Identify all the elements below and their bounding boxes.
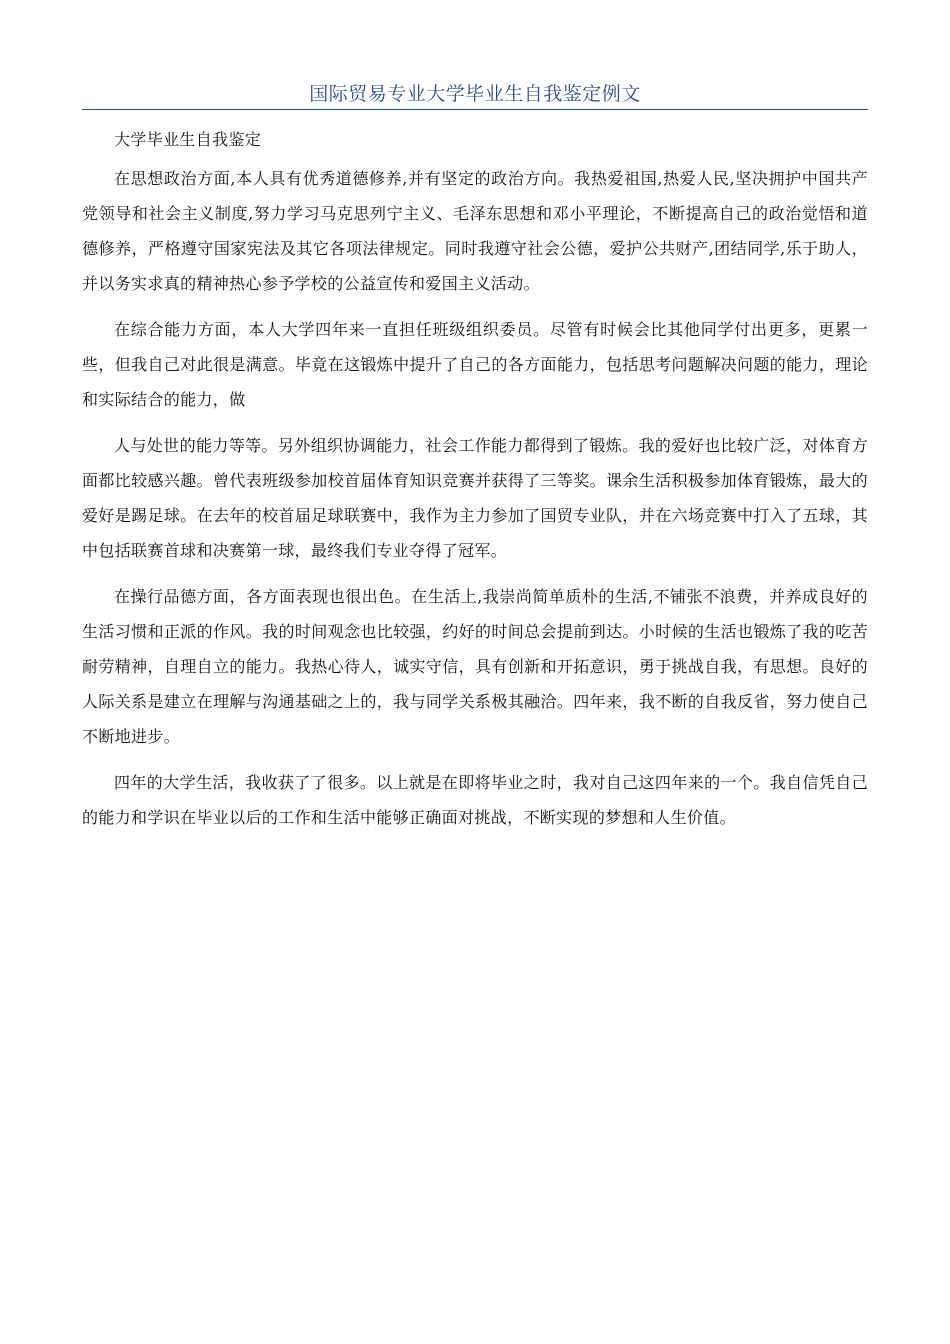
header-divider: [82, 109, 868, 110]
page-header: [82, 80, 868, 110]
header-title: 国际贸易专业大学毕业生自我鉴定例文: [309, 83, 641, 105]
document-body: [82, 122, 868, 835]
paragraph-ability: 在综合能力方面，本人大学四年来一直担任班级组织委员。尽管有时候会比其他同学付出更多，更累一些，但我自己对此很是满意。毕竟在这锻炼中提升了自己的各方面能力，包括思考问题解决问题的能力，理论和实际结合的能力，做: [82, 320, 868, 409]
paragraph-conclusion: 四年的大学生活，我收获了了很多。以上就是在即将毕业之时，我对自己这四年来的一个。我自信凭自己的能力和学识在毕业以后的工作和生活中能够正确面对挑战，不断实现的梦想和人生价值。: [82, 773, 868, 827]
document-subtitle: 大学毕业生自我鉴定: [114, 130, 262, 149]
paragraph-political: 在思想政治方面,本人具有优秀道德修养,并有坚定的政治方向。我热爱祖国,热爱人民,坚决拥护中国共产党领导和社会主义制度,努力学习马克思列宁主义、毛泽东思想和邓小平理论，不断提高自己的政治觉悟和道德修养，严格遵守国家宪法及其它各项法律规定。同时我遵守社会公德，爱护公共财产,团结同学,乐于助人，并以务实求真的精神热心参予学校的公益宣传和爱国主义活动。: [82, 169, 868, 293]
paragraph-hobbies: 人与处世的能力等等。另外组织协调能力，社会工作能力都得到了锻炼。我的爱好也比较广泛，对体育方面都比较感兴趣。曾代表班级参加校首届体育知识竞赛并获得了三等奖。课余生活积极参加体育锻炼，最大的爱好是踢足球。在去年的校首届足球联赛中，我作为主力参加了国贸专业队，并在六场竞赛中打入了五球，其中包括联赛首球和决赛第一球，最终我们专业夺得了冠军。: [82, 436, 868, 560]
paragraph-conduct: 在操行品德方面，各方面表现也很出色。在生活上,我崇尚简单质朴的生活,不铺张不浪费，并养成良好的生活习惯和正派的作风。我的时间观念也比较强，约好的时间总会提前到达。小时候的生活也锻炼了我的吃苦耐劳精神，自理自立的能力。我热心待人，诚实守信，具有创新和开拓意识，勇于挑战自我，有思想。良好的人际关系是建立在理解与沟通基础之上的，我与同学关系极其融洽。四年来，我不断的自我反省，努力使自己不断地进步。: [82, 587, 868, 746]
